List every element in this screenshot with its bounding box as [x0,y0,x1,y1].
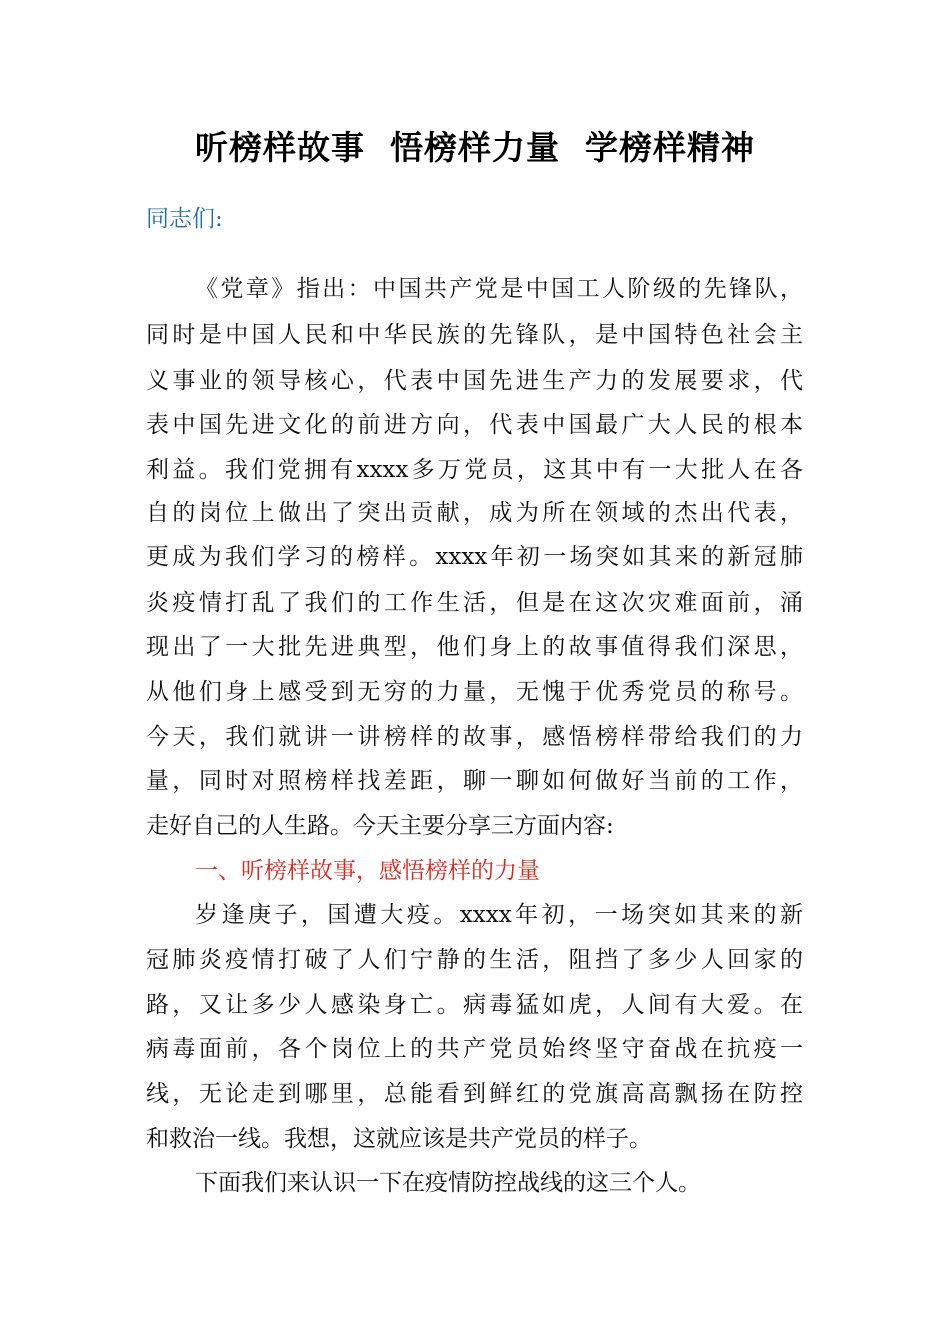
paragraph-1-line: 量，同时对照榜样找差距，聊一聊如何做好当前的工作， [146,768,803,794]
paragraph-2-line: 岁逢庚子，国遭大疫。xxxx年初，一场突如其来的新 [195,902,803,928]
paragraph-1-line: 自的岗位上做出了突出贡献，成为所在领域的杰出代表， [146,500,803,526]
section-heading: 一、听榜样故事，感悟榜样的力量 [195,858,540,884]
paragraph-1-line: 利益。我们党拥有xxxx多万党员，这其中有一大批人在各 [146,457,803,483]
paragraph-1-line: 今天，我们就讲一讲榜样的故事，感悟榜样带给我们的力 [146,724,803,750]
document-title: 听榜样故事 悟榜样力量 学榜样精神 [195,128,755,167]
paragraph-1-line: 表中国先进文化的前进方向，代表中国最广大人民的根本 [146,412,803,438]
paragraph-2-line: 冠肺炎疫情打破了人们宁静的生活，阻挡了多少人回家的 [146,947,803,973]
paragraph-1-line: 《党章》指出：中国共产党是中国工人阶级的先锋队， [195,276,803,302]
paragraph-1-line: 更成为我们学习的榜样。xxxx年初一场突如其来的新冠肺 [146,544,803,570]
paragraph-1-line: 现出了一大批先进典型，他们身上的故事值得我们深思， [146,634,803,660]
salutation: 同志们: [146,206,223,232]
paragraph-1-line: 从他们身上感受到无穷的力量，无愧于优秀党员的称号。 [146,679,803,705]
paragraph-1-line: 义事业的领导核心，代表中国先进生产力的发展要求，代 [146,368,803,394]
paragraph-1-line: 同时是中国人民和中华民族的先锋队，是中国特色社会主 [146,322,803,348]
paragraph-1-line: 走好自己的人生路。今天主要分享三方面内容: [146,813,614,839]
paragraph-2-line: 路，又让多少人感染身亡。病毒猛如虎，人间有大爱。在 [146,992,803,1018]
paragraph-1-line: 炎疫情打乱了我们的工作生活，但是在这次灾难面前，涌 [146,590,803,616]
paragraph-3-line: 下面我们来认识一下在疫情防控战线的这三个人。 [195,1170,701,1196]
paragraph-2-line: 线，无论走到哪里，总能看到鲜红的党旗高高飘扬在防控 [146,1081,803,1107]
paragraph-2-line: 和救治一线。我想，这就应该是共产党员的样子。 [146,1126,652,1152]
paragraph-2-line: 病毒面前，各个岗位上的共产党员始终坚守奋战在抗疫一 [146,1036,803,1062]
